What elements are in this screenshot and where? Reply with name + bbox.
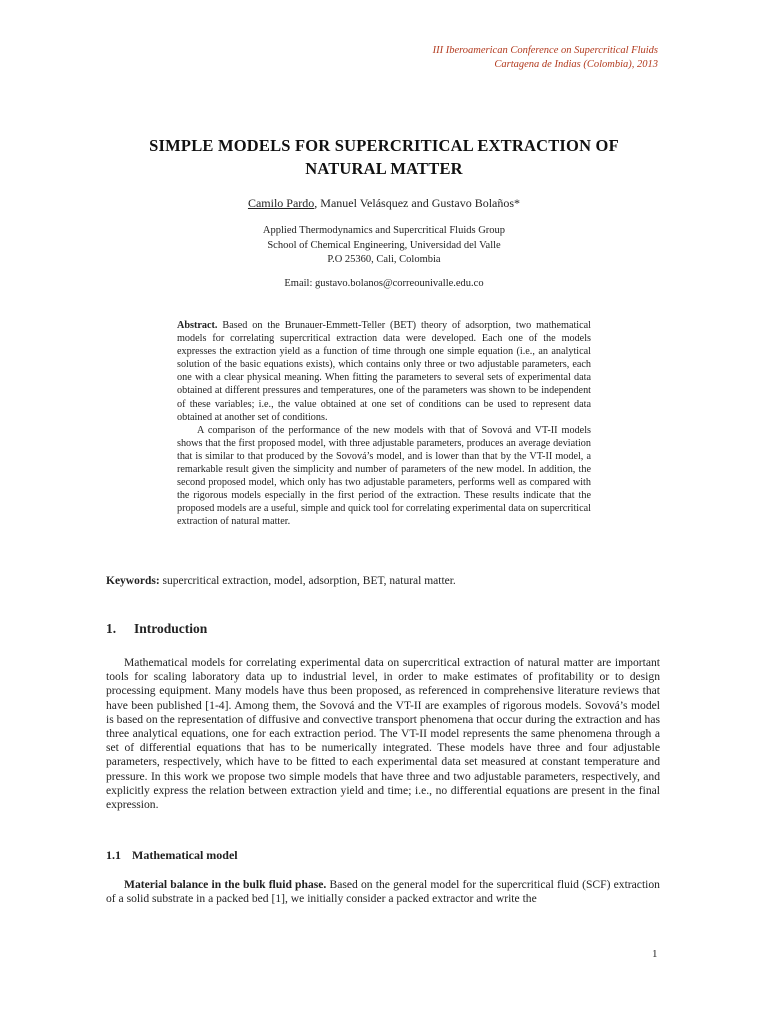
abstract-paragraph-2: A comparison of the performance of the new models with that of Sovová and VT-II models shows that the first proposed model, with three adjustable parameters, produces an average deviation that is similar to that produced by the Sovová’s model, and is lower than that by the VT-II model, a remarkable result given the simplicity and number of parameters of the new model. In addition, the second proposed model, which only has two adjustable parameters, performs well as compared with the rigorous models especially in the first period of the extraction. These results indicate that the proposed models are a useful, simple and quick tool for correlating experimental data on supercritical extraction of natural matter. — [177, 424, 591, 528]
subsection-heading-mathematical-model — [106, 848, 238, 863]
running-head — [433, 44, 658, 72]
contact-email: Email: gustavo.bolanos@correounivalle.edu.co — [284, 278, 484, 289]
mathematical-model-body — [106, 878, 660, 906]
conference-location: Cartagena de Indias (Colombia), 2013 — [494, 59, 658, 70]
material-balance-paragraph — [106, 878, 660, 906]
affiliation — [100, 224, 668, 268]
co-authors: , Manuel Velásquez and Gustavo Bolaños* — [314, 196, 521, 210]
section-title: Introduction — [134, 621, 208, 636]
introduction-body — [106, 656, 660, 812]
section-number: 1. — [106, 621, 117, 636]
abstract-paragraph-1 — [177, 319, 591, 424]
keywords-label: Keywords: — [106, 575, 160, 587]
abstract — [177, 319, 591, 529]
keywords — [106, 574, 666, 589]
conference-name: III Iberoamerican Conference on Supercritical Fluids — [432, 45, 658, 56]
title-line-1: SIMPLE MODELS FOR SUPERCRITICAL EXTRACTION OF — [149, 136, 619, 155]
section-heading-introduction — [106, 620, 207, 638]
abstract-text-1: Based on the Brunauer-Emmett-Teller (BET) theory of adsorption, two mathematical models for correlating supercritical extraction data were developed. Each one of the models expresses the extraction yield as a function of time through one simple equation (i.e., an analytical solution of the basic equations exists), which contains only three or two adjustable parameters, each one with a clear physical meaning. When fitting the parameters to several sets of experimental data obtained at different pressures and temperatures, one of the parameters was shown to be independent of these variables; i.e., the value obtained at one set of conditions can be used to represent data obtained at another set of conditions. — [177, 320, 591, 423]
presenting-author: Camilo Pardo — [247, 196, 315, 210]
affiliation-school: School of Chemical Engineering, Universidad del Valle — [267, 239, 501, 251]
abstract-label: Abstract. — [177, 320, 218, 331]
subsection-title: Mathematical model — [132, 848, 238, 862]
author-list — [100, 195, 668, 211]
page-number: 1 — [652, 948, 658, 960]
title-line-2: NATURAL MATTER — [305, 159, 463, 178]
introduction-paragraph: Mathematical models for correlating experimental data on supercritical extraction of natural matter are important tools for scaling laboratory data up to industrial level, in order to make estimates of profitability or to design processing equipment. Many models have thus been proposed, as referenced in comprehensive literature reviews that have been published [1-4]. Among them, the Sovová and the VT-II are examples of rigorous models. Sovová’s model is based on the representation of diffusive and convective transport phenomena that occur during the extraction and has three analytical equations, one for each extraction period. The VT-II model represents the same phenomena through a set of differential equations that has to be numerically integrated. These models have three and four adjustable parameters, respectively, which have to be fitted to each experimental data set measured at constant temperature and pressure. In this work we propose two simple models that have three and two adjustable parameters, respectively, and explicitly express the relation between extraction yield and time; i.e., no differential equations are present in the final expression. — [106, 656, 660, 812]
affiliation-group: Applied Thermodynamics and Supercritical Fluids Group — [262, 225, 506, 236]
subsection-number: 1.1 — [106, 848, 121, 862]
paper-title — [100, 134, 668, 180]
paragraph-text: Based on the general model for the supercritical fluid (SCF) extraction of a solid substrate in a packed bed [1], we initially consider a packed extractor and write the — [106, 878, 660, 906]
keywords-text: supercritical extraction, model, adsorption, BET, natural matter. — [159, 575, 456, 587]
affiliation-address: P.O 25360, Cali, Colombia — [327, 254, 441, 265]
paragraph-lead: Material balance in the bulk fluid phase. — [124, 878, 327, 891]
